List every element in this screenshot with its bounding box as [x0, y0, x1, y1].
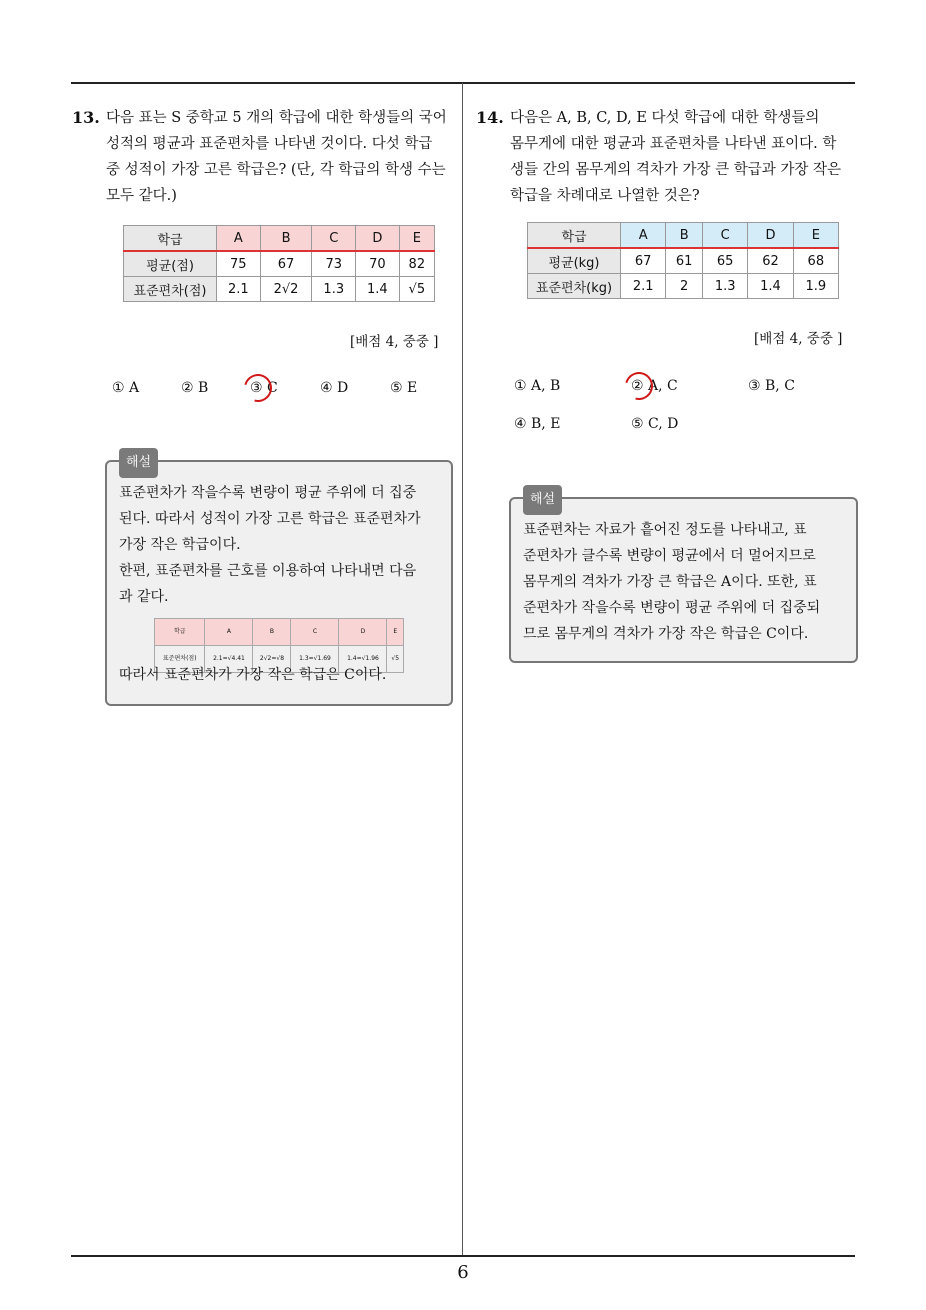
q13-choice-3[interactable]: ③ C — [250, 380, 278, 396]
q14-choice-1[interactable]: ① A, B — [514, 378, 561, 394]
question-text: 다음은 A, B, C, D, E 다섯 학급에 대한 학생들의 몸무게에 대한 평균과 표준편차를 나타낸 표이다. 학 생들 간의 몸무게의 격차가 가장 큰 학급과 가장 작은 학급을 차례대로 나열한 것은? — [510, 110, 842, 204]
q14-choice-3[interactable]: ③ B, C — [748, 378, 795, 394]
solution-tag: 해설 — [523, 485, 562, 515]
q13-data-table — [123, 225, 435, 302]
q13-solution-box: 해설 표준편차가 작을수록 변량이 평균 주위에 더 집중 된다. 따라서 성적이 가장 고른 학급은 표준편차가 가장 작은 학급이다. 한편, 표준편차를 근호를 이용하여 나타내면 다음 과 같다. 학급 A B C D E 표준편차(점) 2.1=√4.41 2√2=√8 1.3=√1.69 1.4=√1.96 √5 따라서 표준편차가 가장 작은 학급은 C이다. — [105, 460, 453, 706]
table-row: 평균(kg) 67 61 65 62 68 — [528, 248, 839, 274]
question-13 — [72, 105, 456, 215]
question-number: 13. — [72, 108, 100, 127]
q14-choice-2[interactable]: ② A, C — [631, 378, 678, 394]
question-14 — [476, 105, 860, 215]
q13-choice-2[interactable]: ② B — [181, 380, 209, 396]
top-rule — [71, 82, 855, 84]
q13-choice-5[interactable]: ⑤ E — [390, 380, 418, 396]
question-text: 다음 표는 S 중학교 5 개의 학급에 대한 학생들의 국어 성적의 평균과 표준편차를 나타낸 것이다. 다섯 학급 중 성적이 가장 고른 학급은? (단, 각 학급의 학생 수는 모두 같다.) — [106, 110, 447, 204]
answer-circle-mark — [239, 369, 277, 407]
answer-circle-mark — [620, 367, 658, 405]
q13-score: [배점 4, 중중 ] — [350, 334, 439, 350]
table-row: 학급 A B C D E — [528, 223, 839, 249]
table-row: 학급 A B C D E — [124, 226, 435, 252]
q14-solution-box: 해설 표준편차는 자료가 흩어진 정도를 나타내고, 표 준편차가 클수록 변량이 평균에서 더 멀어지므로 몸무게의 격차가 가장 큰 학급은 A이다. 또한, 표 준편차가 작을수록 변량이 평균 주위에 더 집중되 므로 몸무게의 격차가 가장 작은 학급은 C이다. — [509, 497, 858, 663]
q14-choice-4[interactable]: ④ B, E — [514, 416, 561, 432]
solution-tag: 해설 — [119, 448, 158, 478]
table-row: 표준편차(kg) 2.1 2 1.3 1.4 1.9 — [528, 274, 839, 299]
question-number: 14. — [476, 108, 504, 127]
table-row: 평균(점) 75 67 73 70 82 — [124, 251, 435, 277]
q13-choice-1[interactable]: ① A — [112, 380, 140, 396]
page-number: 6 — [457, 1262, 469, 1283]
table-row: 학급 A B C D E — [155, 619, 404, 646]
q14-score: [배점 4, 중중 ] — [754, 331, 843, 347]
table-row: 표준편차(점) 2.1 2√2 1.3 1.4 √5 — [124, 277, 435, 302]
column-divider — [462, 83, 463, 1255]
solution-conclusion: 따라서 표준편차가 가장 작은 학급은 C이다. — [119, 667, 387, 683]
bottom-rule — [71, 1255, 855, 1257]
table-row: 표준편차(점) 2.1=√4.41 2√2=√8 1.3=√1.69 1.4=√1.96 √5 — [155, 646, 404, 673]
q13-choice-4[interactable]: ④ D — [320, 380, 349, 396]
q14-choice-5[interactable]: ⑤ C, D — [631, 416, 679, 432]
q14-data-table — [527, 222, 839, 299]
